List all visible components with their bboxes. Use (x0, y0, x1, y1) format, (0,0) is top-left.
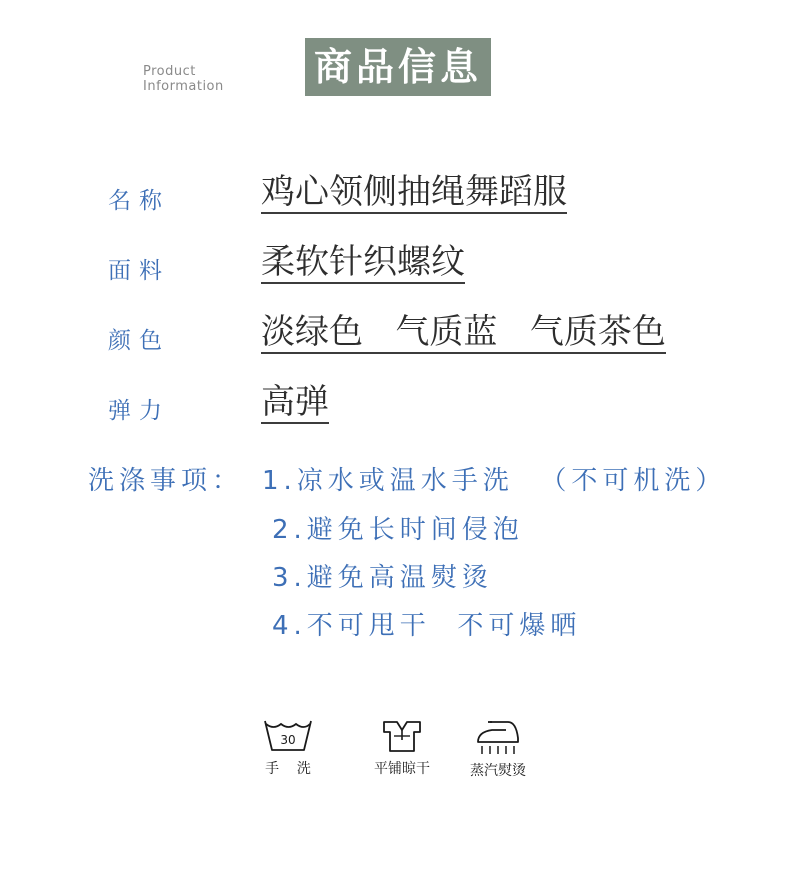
care-item-3: 3.避免高温熨烫 (272, 563, 493, 593)
care-item-2: 2.避免长时间侵泡 (272, 515, 524, 545)
wash-temperature: 30 (280, 733, 296, 747)
page-title: 商品信息 (305, 38, 491, 96)
spec-value: 鸡心领侧抽绳舞蹈服 (261, 172, 567, 212)
spec-value: 淡绿色 气质蓝 气质茶色 (261, 312, 666, 352)
spec-row-name (0, 172, 790, 222)
symbol-caption: 手 洗 (265, 761, 311, 777)
en-label-line-1: Product (143, 64, 196, 79)
spec-label: 名称 (108, 188, 170, 214)
hand-wash-30-icon (263, 718, 313, 754)
spec-label: 弹力 (108, 398, 170, 424)
symbol-hand-wash (250, 718, 326, 778)
en-label-line-2: Information (143, 79, 224, 94)
spec-row-fabric (0, 242, 790, 292)
spec-value: 高弹 (261, 382, 329, 422)
spec-label: 颜色 (108, 328, 170, 354)
spec-row-elasticity (0, 382, 790, 432)
care-item-1: 1.凉水或温水手洗 （不可机洗） (262, 466, 727, 496)
spec-row-color (0, 312, 790, 362)
care-heading: 洗涤事项： (88, 466, 244, 496)
symbol-caption: 蒸汽熨烫 (470, 763, 526, 779)
care-item-4: 4.不可甩干 不可爆晒 (272, 611, 582, 641)
spec-value: 柔软针织螺纹 (261, 242, 465, 282)
symbol-steam-iron (458, 718, 538, 780)
steam-iron-icon (474, 718, 522, 756)
symbol-dry-flat (362, 718, 442, 778)
dry-flat-icon (381, 718, 423, 754)
spec-label: 面料 (108, 258, 170, 284)
symbol-caption: 平铺晾干 (374, 761, 430, 777)
product-information-label (143, 64, 224, 94)
